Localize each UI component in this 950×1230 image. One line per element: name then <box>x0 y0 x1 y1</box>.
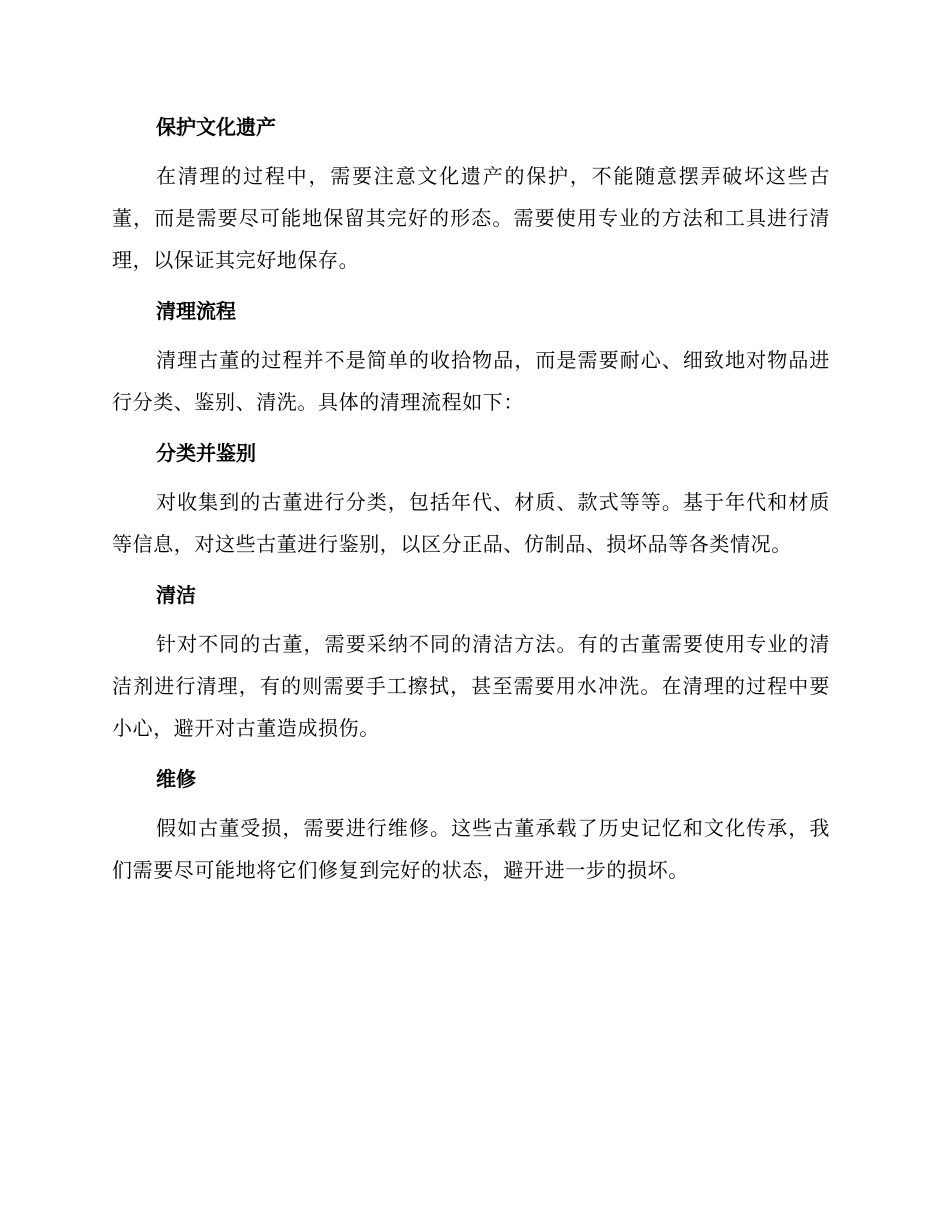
document-page <box>112 107 830 901</box>
section-cleaning-process <box>112 291 830 423</box>
section-cleaning <box>112 575 830 749</box>
section-paragraph: 在清理的过程中，需要注意文化遗产的保护，不能随意摆弄破坏这些古董，而是需要尽可能地保留其完好的形态。需要使用专业的方法和工具进行清理，以保证其完好地保存。 <box>112 164 830 272</box>
section-paragraph: 假如古董受损，需要进行维修。这些古董承载了历史记忆和文化传承，我们需要尽可能地将它们修复到完好的状态，避开进一步的损坏。 <box>112 816 830 882</box>
section-heading: 分类并鉴别 <box>156 441 256 465</box>
section-heading: 维修 <box>156 767 196 791</box>
section-heading: 清理流程 <box>156 299 236 323</box>
section-heading: 清洁 <box>156 583 196 607</box>
section-heading: 保护文化遗产 <box>156 115 276 139</box>
section-paragraph: 对收集到的古董进行分类，包括年代、材质、款式等等。基于年代和材质等信息，对这些古董进行鉴别，以区分正品、仿制品、损坏品等各类情况。 <box>112 490 830 556</box>
section-paragraph: 针对不同的古董，需要采纳不同的清洁方法。有的古董需要使用专业的清洁剂进行清理，有的则需要手工擦拭，甚至需要用水冲洗。在清理的过程中要小心，避开对古董造成损伤。 <box>112 632 830 740</box>
section-cultural-heritage <box>112 107 830 281</box>
section-paragraph: 清理古董的过程并不是简单的收拾物品，而是需要耐心、细致地对物品进行分类、鉴别、清洗。具体的清理流程如下： <box>112 348 830 414</box>
section-classify-identify <box>112 433 830 565</box>
section-repair <box>112 759 830 891</box>
